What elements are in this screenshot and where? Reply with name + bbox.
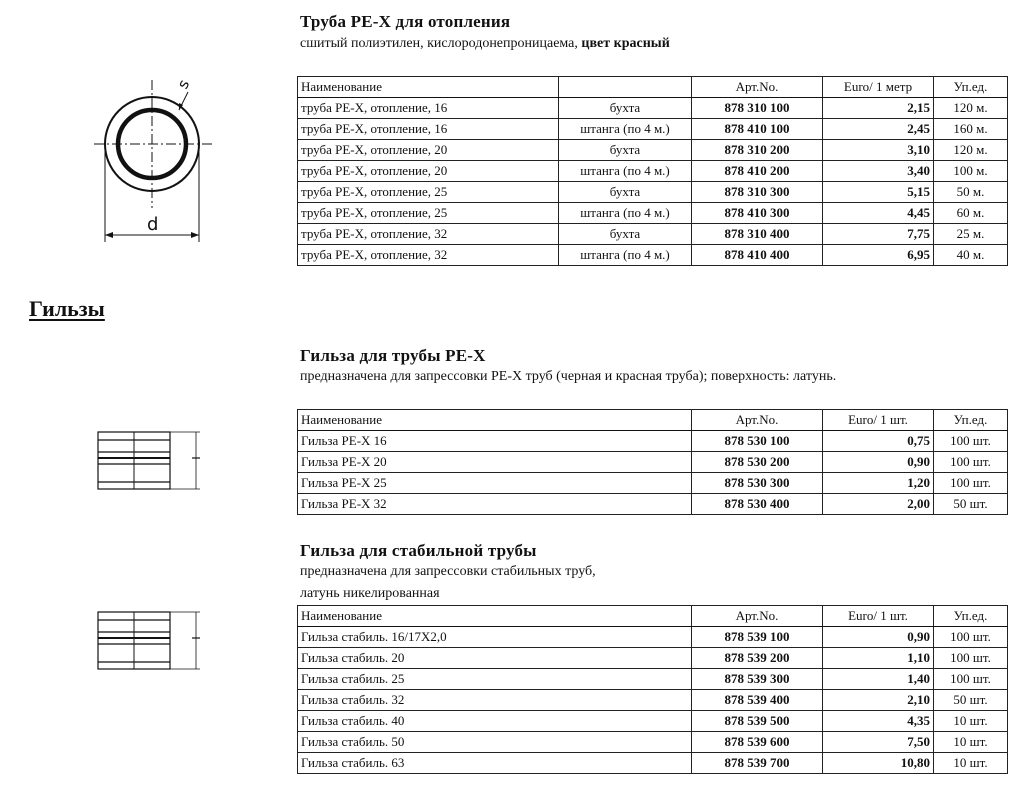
- row-type: штанга (по 4 м.): [559, 119, 692, 140]
- table-header-row: [298, 606, 1008, 627]
- row-name: труба PE-X, отопление, 20: [298, 161, 559, 182]
- row-price: 5,15: [823, 182, 934, 203]
- row-price: 3,10: [823, 140, 934, 161]
- row-unit: 160 м.: [934, 119, 1008, 140]
- row-unit: 10 шт.: [934, 711, 1008, 732]
- row-name: Гильза PE-X 25: [298, 473, 692, 494]
- row-unit: 10 шт.: [934, 732, 1008, 753]
- table-header-row: [298, 410, 1008, 431]
- sleeve-pex-subtitle: предназначена для запрессовки PE-X труб (черная и красная труба); поверхность: латунь.: [300, 369, 837, 384]
- row-price: 4,35: [823, 711, 934, 732]
- table-row: [298, 431, 1008, 452]
- col-unit-header: Уп.ед.: [934, 606, 1008, 627]
- row-name: Гильза PE-X 32: [298, 494, 692, 515]
- row-name: Гильза стабиль. 40: [298, 711, 692, 732]
- row-type: штанга (по 4 м.): [559, 161, 692, 182]
- row-art: 878 530 400: [692, 494, 823, 515]
- table-row: [298, 494, 1008, 515]
- row-name: труба PE-X, отопление, 25: [298, 182, 559, 203]
- row-name: труба PE-X, отопление, 32: [298, 245, 559, 266]
- col-name-header: Наименование: [298, 410, 692, 431]
- table-row: [298, 648, 1008, 669]
- row-type: бухта: [559, 98, 692, 119]
- col-unit-header: Уп.ед.: [934, 410, 1008, 431]
- row-unit: 120 м.: [934, 98, 1008, 119]
- row-art: 878 539 300: [692, 669, 823, 690]
- table-row: [298, 669, 1008, 690]
- col-art-header: Арт.No.: [692, 606, 823, 627]
- col-name-header: Наименование: [298, 606, 692, 627]
- sleeve-pex-title: Гильза для трубы PE-X: [300, 346, 486, 365]
- row-art: 878 310 400: [692, 224, 823, 245]
- table-row: [298, 732, 1008, 753]
- table-row: [298, 452, 1008, 473]
- row-price: 4,45: [823, 203, 934, 224]
- col-art-header: Арт.No.: [692, 77, 823, 98]
- sleeves-section-heading: Гильзы: [29, 296, 105, 321]
- sleeve-stabil-title: Гильза для стабильной трубы: [300, 541, 537, 560]
- table-row: [298, 161, 1008, 182]
- row-unit: 100 шт.: [934, 431, 1008, 452]
- row-price: 7,75: [823, 224, 934, 245]
- table-row: [298, 98, 1008, 119]
- col-price-header: Euro/ 1 шт.: [823, 606, 934, 627]
- row-art: 878 539 700: [692, 753, 823, 774]
- row-price: 2,15: [823, 98, 934, 119]
- row-name: труба PE-X, отопление, 16: [298, 98, 559, 119]
- row-art: 878 410 200: [692, 161, 823, 182]
- pipe-subtitle-plain: сшитый полиэтилен, кислородонепроницаема,: [300, 36, 582, 51]
- row-price: 6,95: [823, 245, 934, 266]
- table-row: [298, 711, 1008, 732]
- row-unit: 100 шт.: [934, 452, 1008, 473]
- row-unit: 25 м.: [934, 224, 1008, 245]
- table-row: [298, 245, 1008, 266]
- row-price: 0,90: [823, 627, 934, 648]
- row-art: 878 539 500: [692, 711, 823, 732]
- sleeve-stabil-subtitle-1: предназначена для запрессовки стабильных труб,: [300, 564, 596, 579]
- row-name: труба PE-X, отопление, 32: [298, 224, 559, 245]
- row-art: 878 410 100: [692, 119, 823, 140]
- sleeve-stabil-price-table: [297, 605, 1008, 774]
- table-row: [298, 473, 1008, 494]
- sleeve-stabil-subtitle-2: латунь никелированная: [300, 586, 440, 601]
- row-type: бухта: [559, 182, 692, 203]
- row-unit: 50 шт.: [934, 690, 1008, 711]
- table-row: [298, 627, 1008, 648]
- row-unit: 100 шт.: [934, 473, 1008, 494]
- col-name-header: Наименование: [298, 77, 559, 98]
- row-name: Гильза стабиль. 25: [298, 669, 692, 690]
- col-unit-header: Уп.ед.: [934, 77, 1008, 98]
- col-price-header: Euro/ 1 шт.: [823, 410, 934, 431]
- table-row: [298, 182, 1008, 203]
- row-price: 7,50: [823, 732, 934, 753]
- row-type: штанга (по 4 м.): [559, 245, 692, 266]
- row-unit: 120 м.: [934, 140, 1008, 161]
- row-art: 878 530 200: [692, 452, 823, 473]
- col-art-header: Арт.No.: [692, 410, 823, 431]
- row-price: 0,75: [823, 431, 934, 452]
- row-unit: 100 м.: [934, 161, 1008, 182]
- row-name: Гильза стабиль. 32: [298, 690, 692, 711]
- col-type-header: [559, 77, 692, 98]
- row-name: труба PE-X, отопление, 16: [298, 119, 559, 140]
- row-art: 878 310 200: [692, 140, 823, 161]
- pipe-subtitle-bold: цвет красный: [581, 36, 670, 51]
- row-name: Гильза стабиль. 50: [298, 732, 692, 753]
- row-unit: 50 м.: [934, 182, 1008, 203]
- row-unit: 40 м.: [934, 245, 1008, 266]
- pipe-price-table: [297, 76, 1008, 266]
- row-art: 878 539 600: [692, 732, 823, 753]
- row-name: Гильза стабиль. 16/17X2,0: [298, 627, 692, 648]
- wall-thickness-label: s: [173, 76, 194, 92]
- row-art: 878 539 200: [692, 648, 823, 669]
- row-art: 878 539 400: [692, 690, 823, 711]
- row-art: 878 310 300: [692, 182, 823, 203]
- row-art: 878 410 300: [692, 203, 823, 224]
- sleeve-pex-price-table: [297, 409, 1008, 515]
- row-price: 0,90: [823, 452, 934, 473]
- row-unit: 100 шт.: [934, 669, 1008, 690]
- table-header-row: [298, 77, 1008, 98]
- row-art: 878 530 300: [692, 473, 823, 494]
- row-art: 878 310 100: [692, 98, 823, 119]
- row-unit: 10 шт.: [934, 753, 1008, 774]
- row-price: 1,20: [823, 473, 934, 494]
- row-price: 1,40: [823, 669, 934, 690]
- row-name: Гильза PE-X 16: [298, 431, 692, 452]
- sleeve-pex-diagram: [92, 428, 208, 494]
- pipe-section-title: Труба PE-X для отопления: [300, 12, 511, 31]
- row-name: Гильза стабиль. 20: [298, 648, 692, 669]
- row-art: 878 530 100: [692, 431, 823, 452]
- sleeve-stabil-diagram: [92, 606, 208, 672]
- row-price: 2,10: [823, 690, 934, 711]
- row-unit: 100 шт.: [934, 627, 1008, 648]
- table-row: [298, 140, 1008, 161]
- table-row: [298, 224, 1008, 245]
- row-art: 878 539 100: [692, 627, 823, 648]
- row-price: 1,10: [823, 648, 934, 669]
- table-row: [298, 753, 1008, 774]
- table-row: [298, 690, 1008, 711]
- row-name: труба PE-X, отопление, 20: [298, 140, 559, 161]
- row-price: 2,00: [823, 494, 934, 515]
- row-unit: 50 шт.: [934, 494, 1008, 515]
- row-art: 878 410 400: [692, 245, 823, 266]
- row-type: штанга (по 4 м.): [559, 203, 692, 224]
- row-name: труба PE-X, отопление, 25: [298, 203, 559, 224]
- table-row: [298, 203, 1008, 224]
- row-type: бухта: [559, 140, 692, 161]
- pipe-cross-section-diagram: [88, 72, 228, 252]
- row-unit: 60 м.: [934, 203, 1008, 224]
- row-price: 2,45: [823, 119, 934, 140]
- col-price-header: Euro/ 1 метр: [823, 77, 934, 98]
- row-unit: 100 шт.: [934, 648, 1008, 669]
- row-name: Гильза стабиль. 63: [298, 753, 692, 774]
- table-row: [298, 119, 1008, 140]
- row-price: 10,80: [823, 753, 934, 774]
- pipe-section-subtitle: [300, 36, 670, 52]
- diameter-label: d: [147, 214, 159, 235]
- row-price: 3,40: [823, 161, 934, 182]
- row-type: бухта: [559, 224, 692, 245]
- row-name: Гильза PE-X 20: [298, 452, 692, 473]
